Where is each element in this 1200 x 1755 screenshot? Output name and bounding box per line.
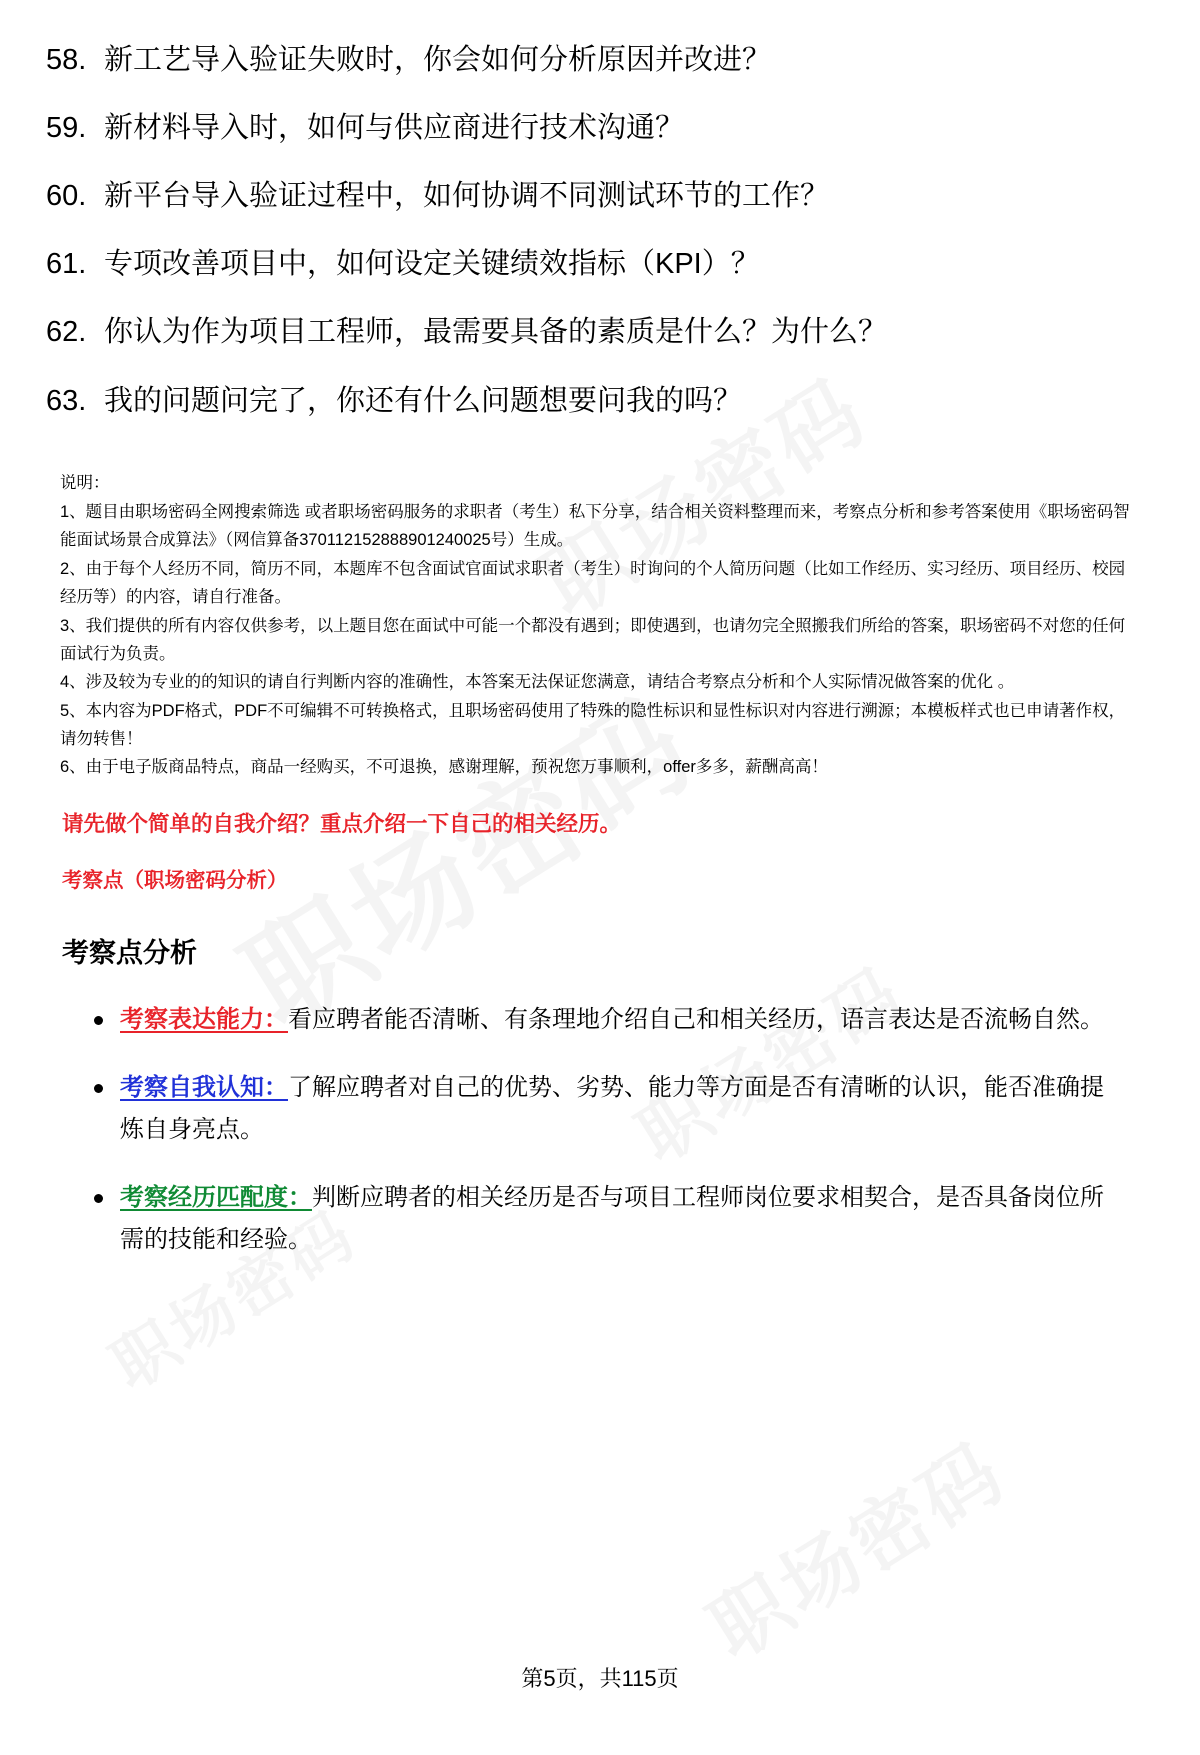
question-number: 60. xyxy=(46,180,87,213)
analysis-point-body: 看应聘者能否清晰、有条理地介绍自己和相关经历，语言表达是否流畅自然。 xyxy=(288,1005,1104,1033)
notes-title: 说明： xyxy=(60,473,110,492)
watermark-text xyxy=(685,1412,1023,1681)
question-number: 63. xyxy=(46,384,87,417)
question-item xyxy=(46,246,1130,283)
question-item xyxy=(46,178,1130,215)
question-text: 新平台导入验证过程中，如何协调不同测试环节的工作？ xyxy=(104,180,830,213)
analysis-point xyxy=(94,999,1120,1041)
prompt-question: 请先做个简单的自我介绍？重点介绍一下自己的相关经历。 xyxy=(62,811,622,836)
examination-label: 考察点（职场密码分析） xyxy=(62,869,288,893)
note-item: 3、我们提供的所有内容仅供参考，以上题目您在面试中可能一个都没有遇到；即使遇到，也请勿完全照搬我们所给的答案，职场密码不对您的任何面试行为负责。 xyxy=(60,616,1126,663)
question-number: 61. xyxy=(46,248,87,281)
analysis-point xyxy=(94,1177,1120,1261)
question-item xyxy=(46,314,1130,351)
analysis-point-label: 考察自我认知： xyxy=(120,1073,288,1101)
analysis-point-label: 考察经历匹配度： xyxy=(120,1183,312,1211)
analysis-heading: 考察点分析 xyxy=(62,937,197,968)
notes-block xyxy=(0,451,1200,782)
question-item xyxy=(46,110,1130,147)
note-item: 1、题目由职场密码全网搜索筛选 或者职场密码服务的求职者（考生）私下分享，结合相关资料整理而来，考察点分析和参考答案使用《职场密码智能面试场景合成算法》（网信算备370112152888901240025号）生成。 xyxy=(60,503,1130,550)
question-text: 专项改善项目中，如何设定关键绩效指标（KPI）？ xyxy=(104,248,760,281)
note-item: 5、本内容为PDF格式，PDF不可编辑不可转换格式，且职场密码使用了特殊的隐性标识和显性标识对内容进行溯源；本模板样式也已申请著作权，请勿转售！ xyxy=(60,701,1126,749)
question-list xyxy=(0,0,1200,420)
analysis-point xyxy=(94,1067,1120,1151)
question-number: 59. xyxy=(46,112,87,145)
note-item: 6、由于电子版商品特点，商品一经购买，不可退换，感谢理解，预祝您万事顺利，offer多多，薪酬高高！ xyxy=(60,758,828,777)
note-item: 2、由于每个人经历不同，简历不同，本题库不包含面试官面试求职者（考生）时询问的个人简历问题（比如工作经历、实习经历、项目经历、校园经历等）的内容，请自行准备。 xyxy=(60,559,1126,607)
analysis-point-body: 了解应聘者对自己的优势、劣势、能力等方面是否有清晰的认识，能否准确提炼自身亮点。 xyxy=(120,1073,1104,1143)
note-item: 4、涉及较为专业的的知识的请自行判断内容的准确性，本答案无法保证您满意，请结合考察点分析和个人实际情况做答案的优化 。 xyxy=(60,673,1015,692)
analysis-point-label: 考察表达能力： xyxy=(120,1005,288,1033)
question-text: 你认为作为项目工程师，最需要具备的素质是什么？为什么？ xyxy=(104,316,888,349)
page-footer: 第5页，共115页 xyxy=(521,1666,679,1691)
analysis-point-body: 判断应聘者的相关经历是否与项目工程师岗位要求相契合，是否具备岗位所需的技能和经验。 xyxy=(120,1183,1104,1253)
question-number: 58. xyxy=(46,44,87,76)
question-text: 新工艺导入验证失败时，你会如何分析原因并改进？ xyxy=(104,44,772,76)
question-number: 62. xyxy=(46,316,87,349)
analysis-point-list xyxy=(0,999,1200,1261)
question-item xyxy=(46,383,1130,420)
question-text: 我的问题问完了，你还有什么问题想要问我的吗？ xyxy=(104,384,743,417)
question-text: 新材料导入时，如何与供应商进行技术沟通？ xyxy=(104,112,685,145)
question-item xyxy=(46,42,1130,79)
